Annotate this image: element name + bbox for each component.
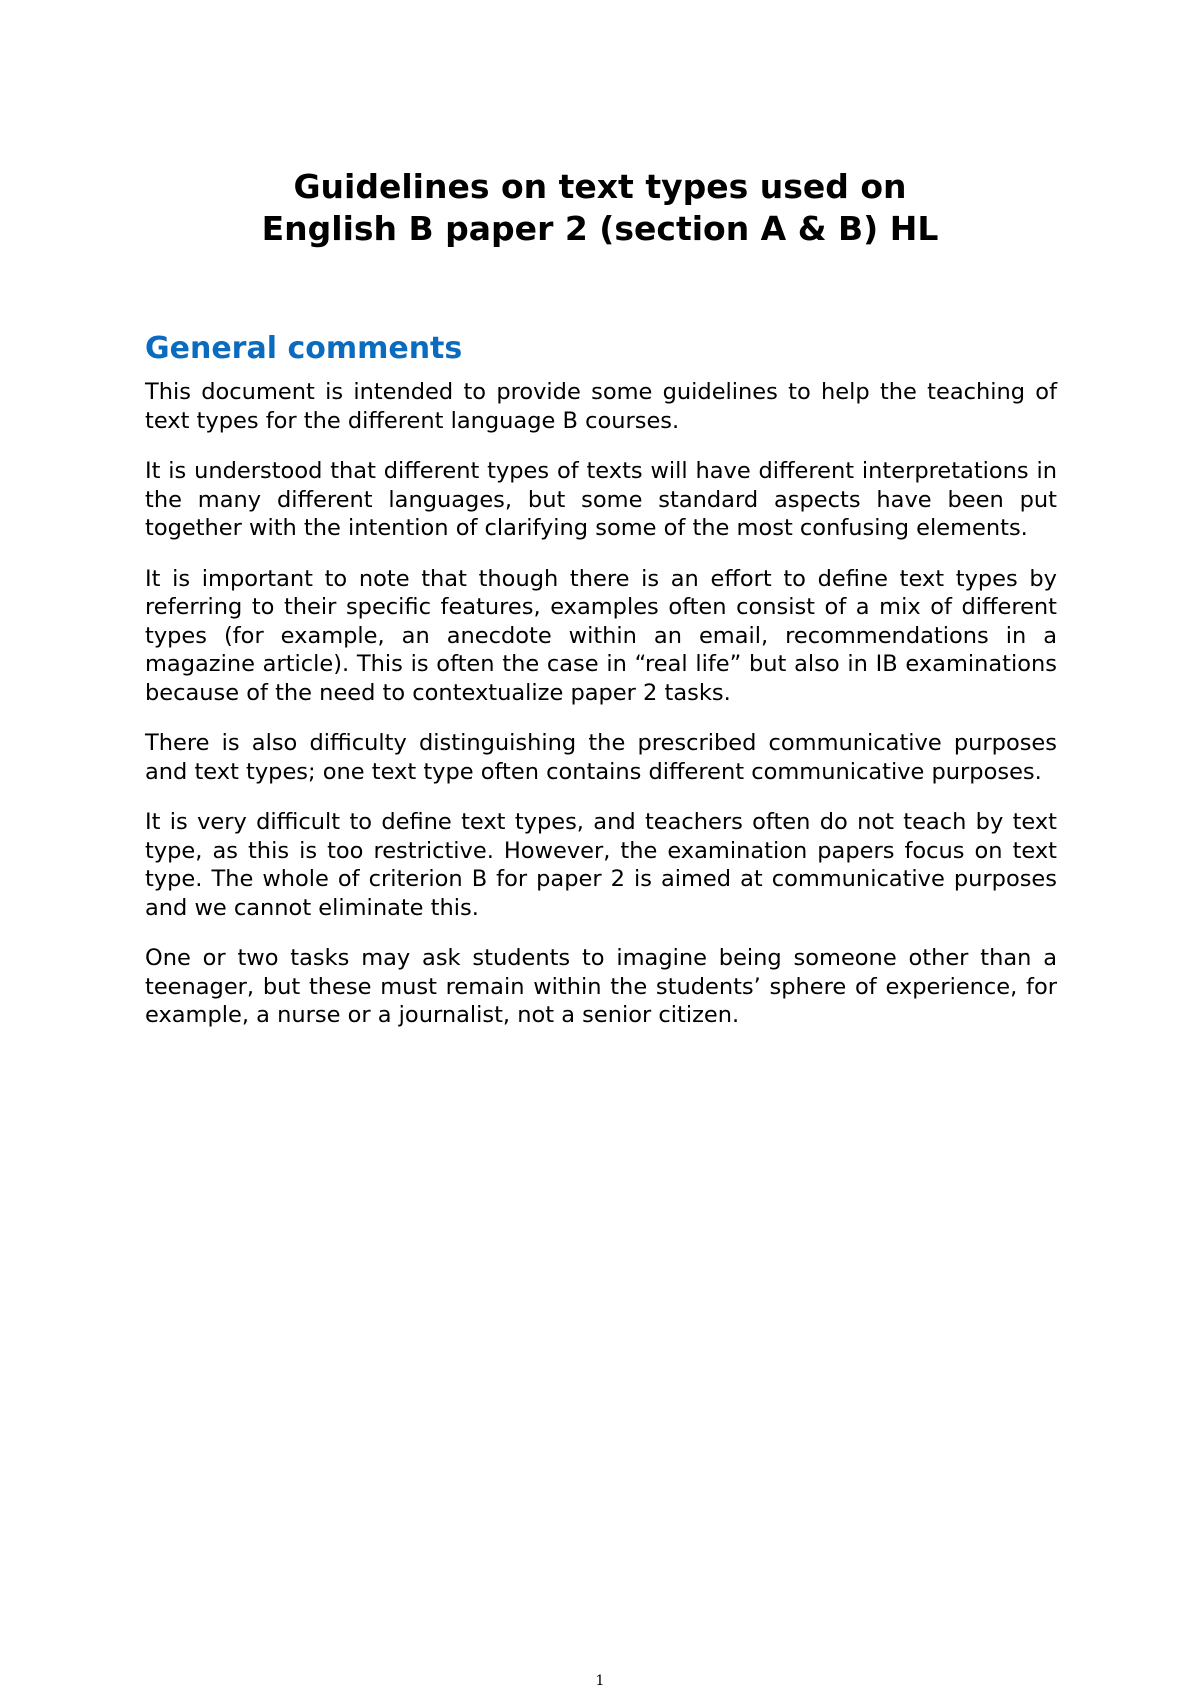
- title-line-2: English B paper 2 (section A & B) HL: [261, 209, 939, 248]
- document-title: [0, 166, 1200, 250]
- paragraph-6: One or two tasks may ask students to imagine being someone other than a teenager, but these must remain within the students’ sphere of experience, for example, a nurse or a journalist, not a senior citizen.: [145, 945, 1057, 1028]
- paragraph-4: There is also difficulty distinguishing the prescribed communicative purposes and text types; one text type often contains different communicative purposes.: [145, 730, 1057, 785]
- page-number: 1: [595, 1673, 605, 1689]
- title-line-1: Guidelines on text types used on: [293, 167, 907, 206]
- paragraph-5: It is very difficult to define text types, and teachers often do not teach by text type, as this is too restrictive. However, the examination papers focus on text type. The whole of criterion B for paper 2 is aimed at communicative purposes and we cannot eliminate this.: [145, 809, 1057, 921]
- document-body: [145, 330, 1057, 1052]
- paragraph-3: It is important to note that though there is an effort to define text types by referring to their specific features, examples often consist of a mix of different types (for example, an anecdote within an email, recommendations in a magazine article). This is often the case in “real life” but also in IB examinations because of the need to contextualize paper 2 tasks.: [145, 565, 1057, 706]
- section-heading: General comments: [145, 331, 463, 366]
- paragraph-1: This document is intended to provide some guidelines to help the teaching of text types for the different language B courses.: [145, 379, 1057, 434]
- paragraph-2: It is understood that different types of texts will have different interpretations in the many different languages, but some standard aspects have been put together with the intention of clarifying some of the most confusing elements.: [145, 458, 1057, 541]
